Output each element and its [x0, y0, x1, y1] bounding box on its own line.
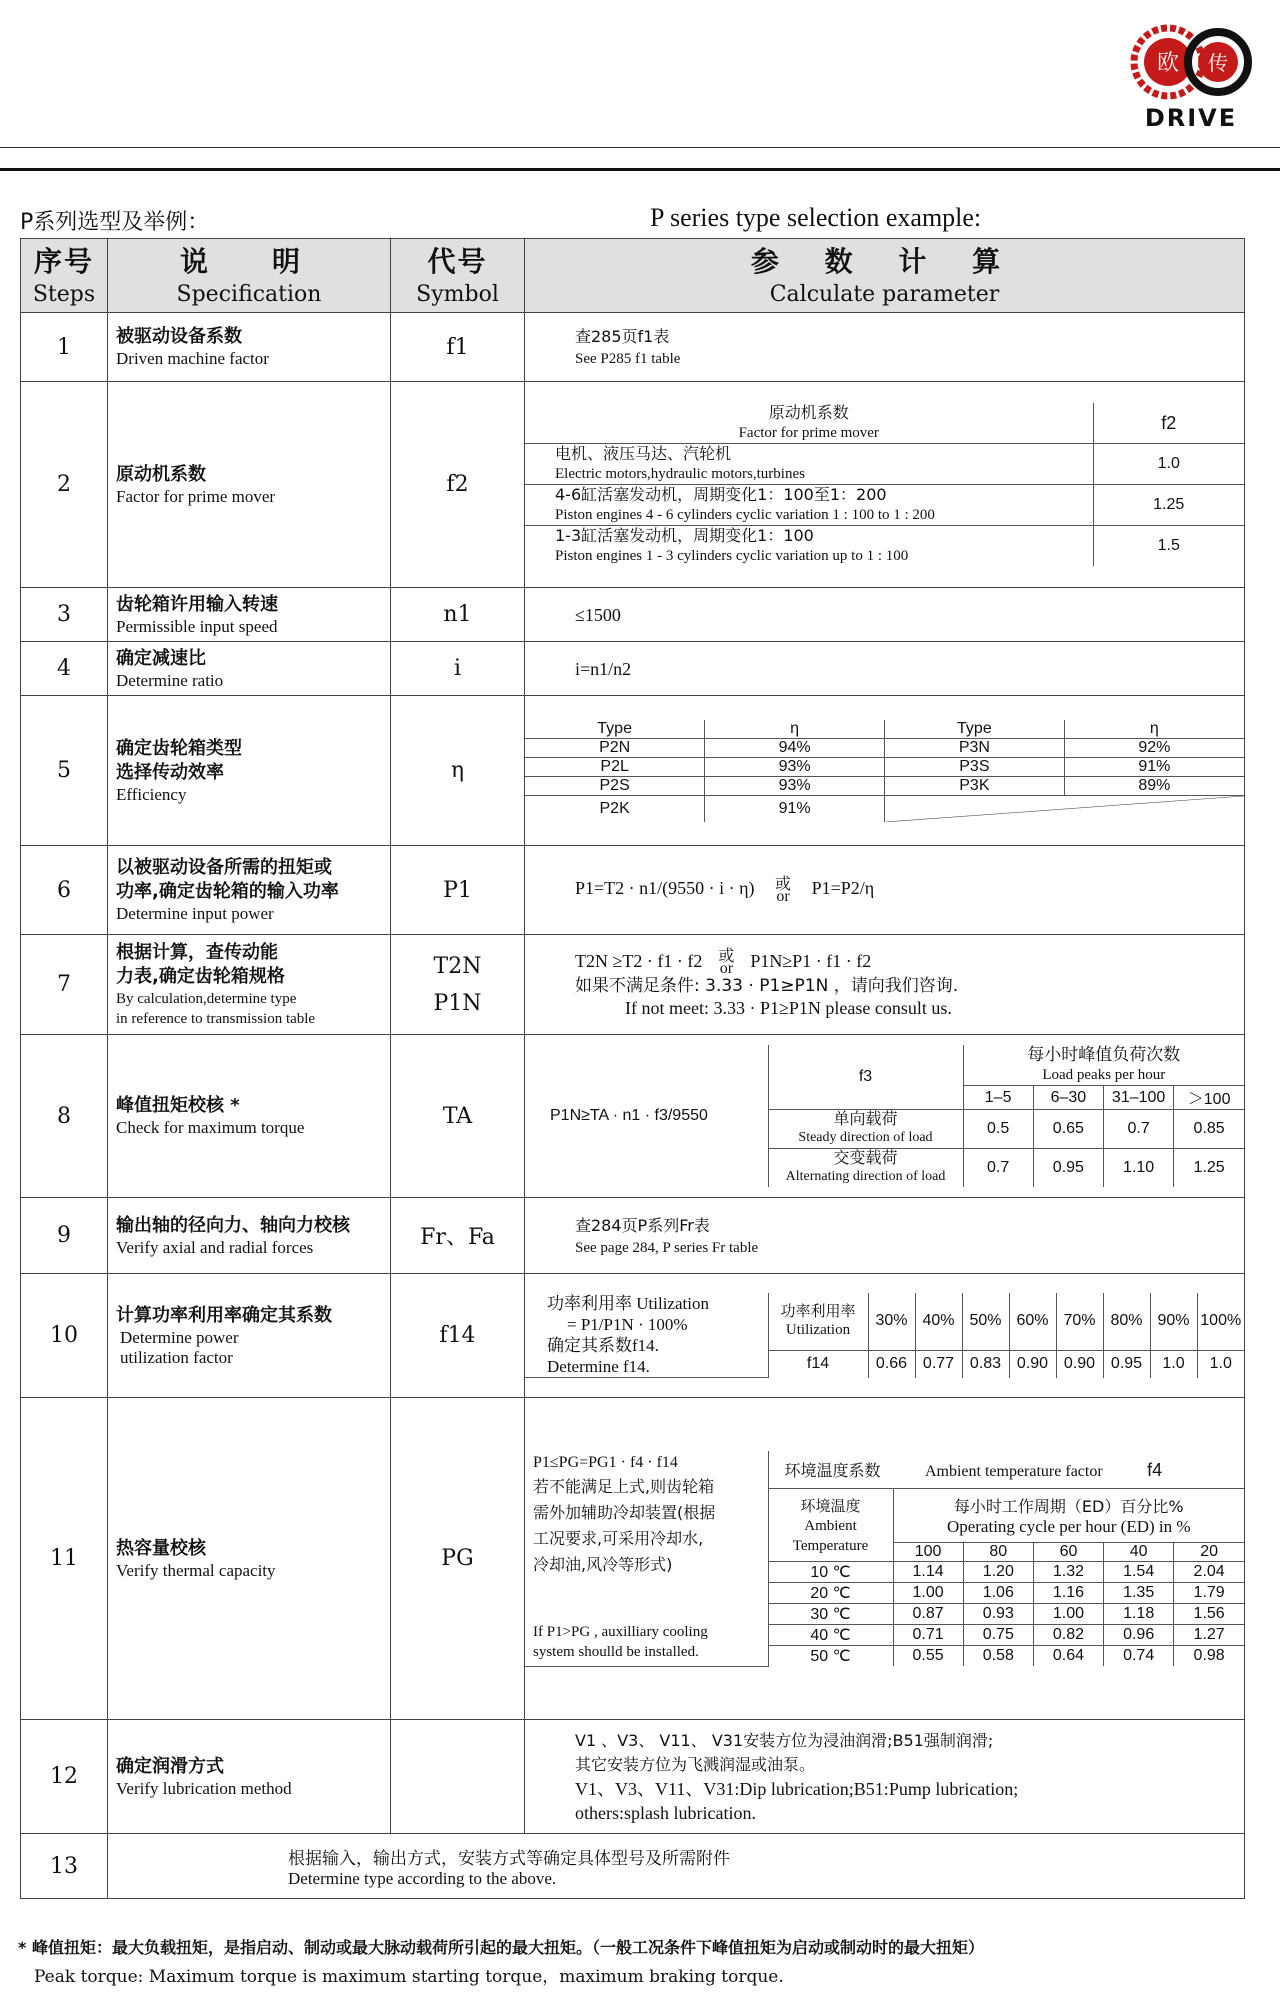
col-calc: 参 数 计 算 Calculate parameter [525, 239, 1245, 313]
selection-table [20, 238, 1245, 1899]
footnote-zh: * 峰值扭矩：最大负载扭矩，是指启动、制动或最大脉动载荷所引起的最大扭矩。（一般工况条件下峰值扭矩为启动或制动时的最大扭矩） [18, 1938, 984, 1957]
header-rule-thick [0, 168, 1280, 171]
table-row-12: 12 确定润滑方式 Verify lubrication method V1 、V3、 V11、 V31安装方位为浸油润滑;B51强制润滑; 其它安装方位为飞溅润湿或油泵。 V1、V3、V11、V31:Dip lubrication;B51:Pump lubrication; others:splash lubrication. [21, 1720, 1245, 1834]
header-rule-thin [0, 147, 1280, 148]
efficiency-table: Type η Type η P2N 94% P3N 92% P2L 93% P3S 91% P2S 93% P3K 89% P2K 91% [525, 720, 1244, 822]
empty-cell-diagonal [885, 795, 1245, 822]
table-row-8: 8 峰值扭矩校核 * Check for maximum torque TA P1N≥TA · n1 · f3/9550 f3 每小时峰值负荷次数 Load peaks per hour 1–5 6–30 31–100 ＞100 单向载荷 Steady direction of load 0.5 0.65 0.7 0.85 交变载荷 Alternating direction of load 0.7 0.95 1.10 1.25 [21, 1035, 1245, 1198]
logo-text: DRIVE [1144, 104, 1238, 132]
table-row-2: 2 原动机系数 Factor for prime mover f2 原动机系数 Factor for prime mover f2 电机、液压马达、汽轮机 Electric motors,hydraulic motors,turbines 1.0 4-6缸活塞发动机，周期变化1：100至1：200 Piston engines 4 - 6 cylinders cyclic variation 1 : 100 to 1 : 200 1.25 1-3缸活塞发动机，周期变化1：100 Piston engines 1 - 3 cylinders cyclic variation up to 1 : 100 1.5 [21, 382, 1245, 588]
footnote-en: Peak torque: Maximum torque is maximum starting torque，maximum braking torque. [34, 1967, 784, 1987]
col-steps: 序号 Steps [21, 239, 108, 313]
table-row-5: 5 确定齿轮箱类型 选择传动效率 Efficiency η Type η Type η P2N 94% P3N 92% P2L 93% P3S 91% P2S 93% P3K 89% P2K 91% [21, 696, 1245, 846]
heading-zh: P系列选型及举例： [20, 210, 210, 235]
svg-text:欧: 欧 [1156, 51, 1180, 76]
col-symbol: 代号 Symbol [391, 239, 525, 313]
table-row-3: 3 齿轮箱许用输入转速 Permissible input speed n1 ≤1500 [21, 588, 1245, 642]
table-row-13: 13 根据输入，输出方式，安装方式等确定具体型号及所需附件 Determine type according to the above. [21, 1834, 1245, 1899]
table-row-9: 9 输出轴的径向力、轴向力校核 Verify axial and radial forces Fr、Fa 查284页P系列Fr表 See page 284, P series Fr table [21, 1198, 1245, 1274]
table-row-10: 10 计算功率利用率确定其系数 Determine power utilization factor f14 功率利用率 Utilization = P1/P1N · 100% 确定其系数f14. Determine f14. 功率利用率 Utilization 30% 40% 50% 60% 70% 80% 90% 100% f14 0.66 0.77 0.83 0.90 0.90 0.95 1.0 1.0 [21, 1274, 1245, 1398]
svg-text:传: 传 [1208, 51, 1228, 75]
gear-logo-icon [1126, 20, 1256, 106]
table-row-7: 7 根据计算，查传动能 力表,确定齿轮箱规格 By calculation,determine type in reference to transmission table T2N P1N T2N ≥T2 · f1 · f2 或 or P1N≥P1 · f1 · f2 如果不满足条件: 3.33 · P1≥P1N ，请向我们咨询. If not meet: 3.33 · P1≥P1N please consult us. [21, 935, 1245, 1035]
utilization-table: 功率利用率 Utilization = P1/P1N · 100% 确定其系数f14. Determine f14. 功率利用率 Utilization 30% 40% 50% 60% 70% 80% 90% 100% f14 0.66 0.77 0.83 0.90 0.90 0.95 1.0 1.0 [525, 1293, 1244, 1378]
table-row-4: 4 确定减速比 Determine ratio i i=n1/n2 [21, 642, 1245, 696]
col-spec: 说 明 Specification [108, 239, 391, 313]
prime-mover-factor-table: 原动机系数 Factor for prime mover f2 电机、液压马达、汽轮机 Electric motors,hydraulic motors,turbines 1.0 4-6缸活塞发动机，周期变化1：100至1：200 Piston engines 4 - 6 cylinders cyclic variation 1 : 100 to 1 : 200 1.25 1-3缸活塞发动机，周期变化1：100 Piston engines 1 - 3 cylinders cyclic variation up to 1 : 100 1.5 [525, 403, 1244, 566]
table-header-row [21, 239, 1245, 313]
drive-logo [1126, 20, 1256, 132]
table-row-6: 6 以被驱动设备所需的扭矩或 功率,确定齿轮箱的输入功率 Determine input power P1 P1=T2 · n1/(9550 · i · η) 或 or P1=P2/η [21, 846, 1245, 935]
table-row-11: 11 热容量校核 Verify thermal capacity PG P1≤PG=PG1 · f4 · f14 若不能满足上式,则齿轮箱 需外加辅助冷却装置(根据 工况要求,可采用冷却水, 冷却油,风冷等形式) If P1>PG , auxilliary cooling system shoulld be installed. 环境温度系数 Ambient temperature factor f4 环境温度 Ambient Temperature 每小时工作周期（ED）百分比% Operating cycle per hour (ED) in % 100 80 60 40 20 10 ℃ 1.14 1.20 1.32 1.54 2.04 20 ℃ 1.00 1.06 1.16 1.35 1.79 30 ℃ 0.87 0.93 1.00 1.18 1.56 40 ℃ 0.71 0.75 0.82 0.96 1.27 50 ℃ 0.55 0.58 0.64 0.74 0.98 [21, 1398, 1245, 1720]
table-row-1: 1 被驱动设备系数 Driven machine factor f1 查285页f1表 See P285 f1 table [21, 313, 1245, 382]
peak-torque-table: P1N≥TA · n1 · f3/9550 f3 每小时峰值负荷次数 Load peaks per hour 1–5 6–30 31–100 ＞100 单向载荷 Steady direction of load 0.5 0.65 0.7 0.85 交变载荷 Alternating direction of load 0.7 0.95 1.10 1.25 [525, 1045, 1244, 1187]
heading-en: P series type selection example: [650, 203, 982, 232]
thermal-capacity-table: P1≤PG=PG1 · f4 · f14 若不能满足上式,则齿轮箱 需外加辅助冷却装置(根据 工况要求,可采用冷却水, 冷却油,风冷等形式) If P1>PG , auxilliary cooling system shoulld be installed. 环境温度系数 Ambient temperature factor f4 环境温度 Ambient Temperature 每小时工作周期（ED）百分比% Operating cycle per hour (ED) in % 100 80 60 40 20 10 ℃ 1.14 1.20 1.32 1.54 2.04 20 ℃ 1.00 1.06 1.16 1.35 1.79 30 ℃ 0.87 0.93 1.00 1.18 1.56 40 ℃ 0.71 0.75 0.82 0.96 1.27 50 ℃ 0.55 0.58 0.64 0.74 0.98 [525, 1451, 1244, 1667]
